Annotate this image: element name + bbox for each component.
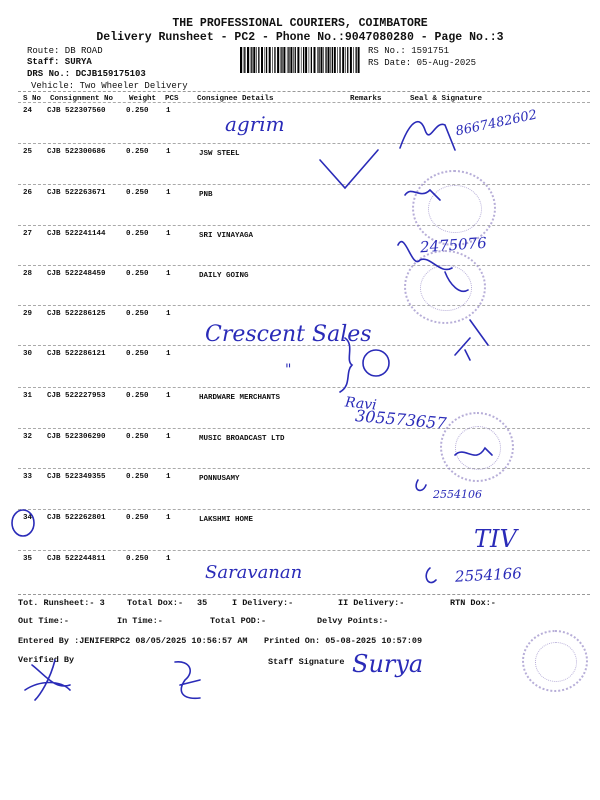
handwritten-phone-1: 8667482602 — [454, 107, 539, 140]
row-sno: 29 — [23, 310, 33, 318]
rtn-dox: RTN Dox:- — [450, 598, 496, 608]
row-sno: 25 — [23, 148, 33, 156]
row-pcs: 1 — [166, 433, 171, 441]
row-consignee: DAILY GOING — [199, 272, 249, 280]
row-consignee: JSW STEEL — [199, 150, 240, 158]
circled-row-number-34 — [12, 510, 34, 536]
drs-number: DRS No.: DCJB159175103 — [27, 69, 146, 79]
row-consignment: CJB 522227953 — [47, 392, 106, 400]
row-consignee: HARDWARE MERCHANTS — [199, 394, 281, 402]
signature-row-32 — [455, 448, 492, 455]
row-weight: 0.250 — [126, 514, 149, 522]
row-sno: 34 — [23, 514, 33, 522]
signature-row-35 — [426, 568, 436, 583]
row-sno: 27 — [23, 230, 33, 238]
handwritten-agrim: agrim — [225, 112, 285, 136]
row-consignee: MUSIC BROADCAST LTD — [199, 435, 285, 443]
row-weight: 0.250 — [126, 189, 149, 197]
row-consignee: PNB — [199, 191, 213, 199]
row-weight: 0.250 — [126, 230, 149, 238]
i-delivery: I Delivery:- — [232, 598, 294, 608]
row-consignee: SRI VINAYAGA — [199, 232, 254, 240]
row-consignment: CJB 522307560 — [47, 107, 106, 115]
verifier-signature-left — [25, 660, 70, 700]
row-sno: 35 — [23, 555, 33, 563]
row-consignment: CJB 522286125 — [47, 310, 106, 318]
tot-runsheet: Tot. Runsheet:- 3 — [18, 598, 105, 608]
company-title: THE PROFESSIONAL COURIERS, COIMBATORE — [172, 17, 428, 30]
row-weight: 0.250 — [126, 310, 149, 318]
staff-text: Staff: SURYA — [27, 57, 92, 67]
row-sno: 32 — [23, 433, 33, 441]
row-sno: 28 — [23, 270, 33, 278]
row-consignment: CJB 522263671 — [47, 189, 106, 197]
row-weight: 0.250 — [126, 107, 149, 115]
verified-by: Verified By — [18, 655, 75, 665]
row-pcs: 1 — [166, 310, 171, 318]
in-time: In Time:- — [117, 616, 163, 626]
row-weight: 0.250 — [126, 270, 149, 278]
row-pcs: 1 — [166, 350, 171, 358]
col-sno: S No — [23, 95, 42, 103]
entered-by: Entered By :JENIFERPC2 08/05/2025 10:56:57 AM — [18, 636, 248, 646]
row-sno: 33 — [23, 473, 33, 481]
col-weight: Weight — [129, 95, 157, 103]
col-consignee: Consignee Details — [197, 95, 274, 103]
row-consignment: CJB 522262801 — [47, 514, 106, 522]
handwritten-ravi: Ravi — [344, 394, 378, 414]
brace-mark-row-30 — [340, 338, 352, 392]
row-consignment: CJB 522244811 — [47, 555, 106, 563]
row-pcs: 1 — [166, 230, 171, 238]
runsheet-subtitle: Delivery Runsheet - PC2 - Phone No.:9047080280 - Page No.:3 — [96, 31, 504, 44]
row-sno: 31 — [23, 392, 33, 400]
row-pcs: 1 — [166, 555, 171, 563]
route-text: Route: DB ROAD — [27, 46, 103, 56]
row-consignment: CJB 522300686 — [47, 148, 106, 156]
row-pcs: 1 — [166, 270, 171, 278]
staff-signature-label: Staff Signature — [268, 657, 345, 667]
total-dox-label: Total Dox:- — [127, 598, 184, 608]
handwritten-crescent-sales: Crescent Sales — [205, 322, 372, 347]
row-pcs: 1 — [166, 148, 171, 156]
row-consignee: PONNUSAMY — [199, 475, 240, 483]
signature-row-26 — [405, 190, 440, 200]
row-consignment: CJB 522349355 — [47, 473, 106, 481]
col-remarks: Remarks — [350, 95, 382, 103]
row-consignment: CJB 522248459 — [47, 270, 106, 278]
col-pcs: PCS — [165, 95, 179, 103]
row-weight: 0.250 — [126, 392, 149, 400]
circled-mark-row-30 — [363, 350, 389, 376]
handwritten-number-3: 2554106 — [433, 488, 482, 501]
signature-row-33 — [416, 480, 426, 490]
handwritten-phone-2: 305573657 — [354, 406, 448, 433]
signature-row-27 — [398, 242, 452, 270]
signature-row-24 — [400, 122, 455, 150]
signature-row-30 — [455, 320, 488, 360]
row-consignment: CJB 522241144 — [47, 230, 106, 238]
rs-number: RS No.: 1591751 — [368, 46, 450, 56]
total-dox-value: 35 — [197, 598, 208, 608]
verifier-signature-middle — [175, 662, 200, 698]
ii-delivery: II Delivery:- — [338, 598, 405, 608]
row-weight: 0.250 — [126, 433, 149, 441]
handwritten-ditto: " — [285, 362, 292, 378]
row-pcs: 1 — [166, 189, 171, 197]
row-pcs: 1 — [166, 514, 171, 522]
row-pcs: 1 — [166, 107, 171, 115]
printed-on: Printed On: 05-08-2025 10:57:09 — [264, 636, 423, 646]
col-consignment: Consignment No — [50, 95, 114, 103]
row-pcs: 1 — [166, 392, 171, 400]
row-weight: 0.250 — [126, 148, 149, 156]
handwritten-number-2: 2475076 — [419, 233, 488, 257]
col-seal-signature: Seal & Signature — [410, 95, 483, 103]
handwritten-saravanan: Saravanan — [205, 562, 303, 583]
row-consignment: CJB 522306290 — [47, 433, 106, 441]
check-mark-row-25 — [320, 150, 378, 188]
vehicle-text: Vehicle: Two Wheeler Delivery — [31, 81, 188, 91]
out-time: Out Time:- — [18, 616, 70, 626]
delvy-points: Delvy Points:- — [317, 616, 389, 626]
row-weight: 0.250 — [126, 555, 149, 563]
total-pod: Total POD:- — [210, 616, 267, 626]
rs-date: RS Date: 05-Aug-2025 — [368, 58, 477, 68]
row-sno: 24 — [23, 107, 33, 115]
signature-row-28 — [445, 272, 468, 291]
row-sno: 26 — [23, 189, 33, 197]
row-consignment: CJB 522286121 — [47, 350, 106, 358]
handwritten-surya: Surya — [352, 650, 424, 678]
row-weight: 0.250 — [126, 350, 149, 358]
row-sno: 30 — [23, 350, 33, 358]
handwritten-tiv: TIV — [474, 525, 517, 553]
row-consignee: LAKSHMI HOME — [199, 516, 254, 524]
row-pcs: 1 — [166, 473, 171, 481]
row-weight: 0.250 — [126, 473, 149, 481]
handwritten-number-4: 2554166 — [454, 564, 523, 586]
